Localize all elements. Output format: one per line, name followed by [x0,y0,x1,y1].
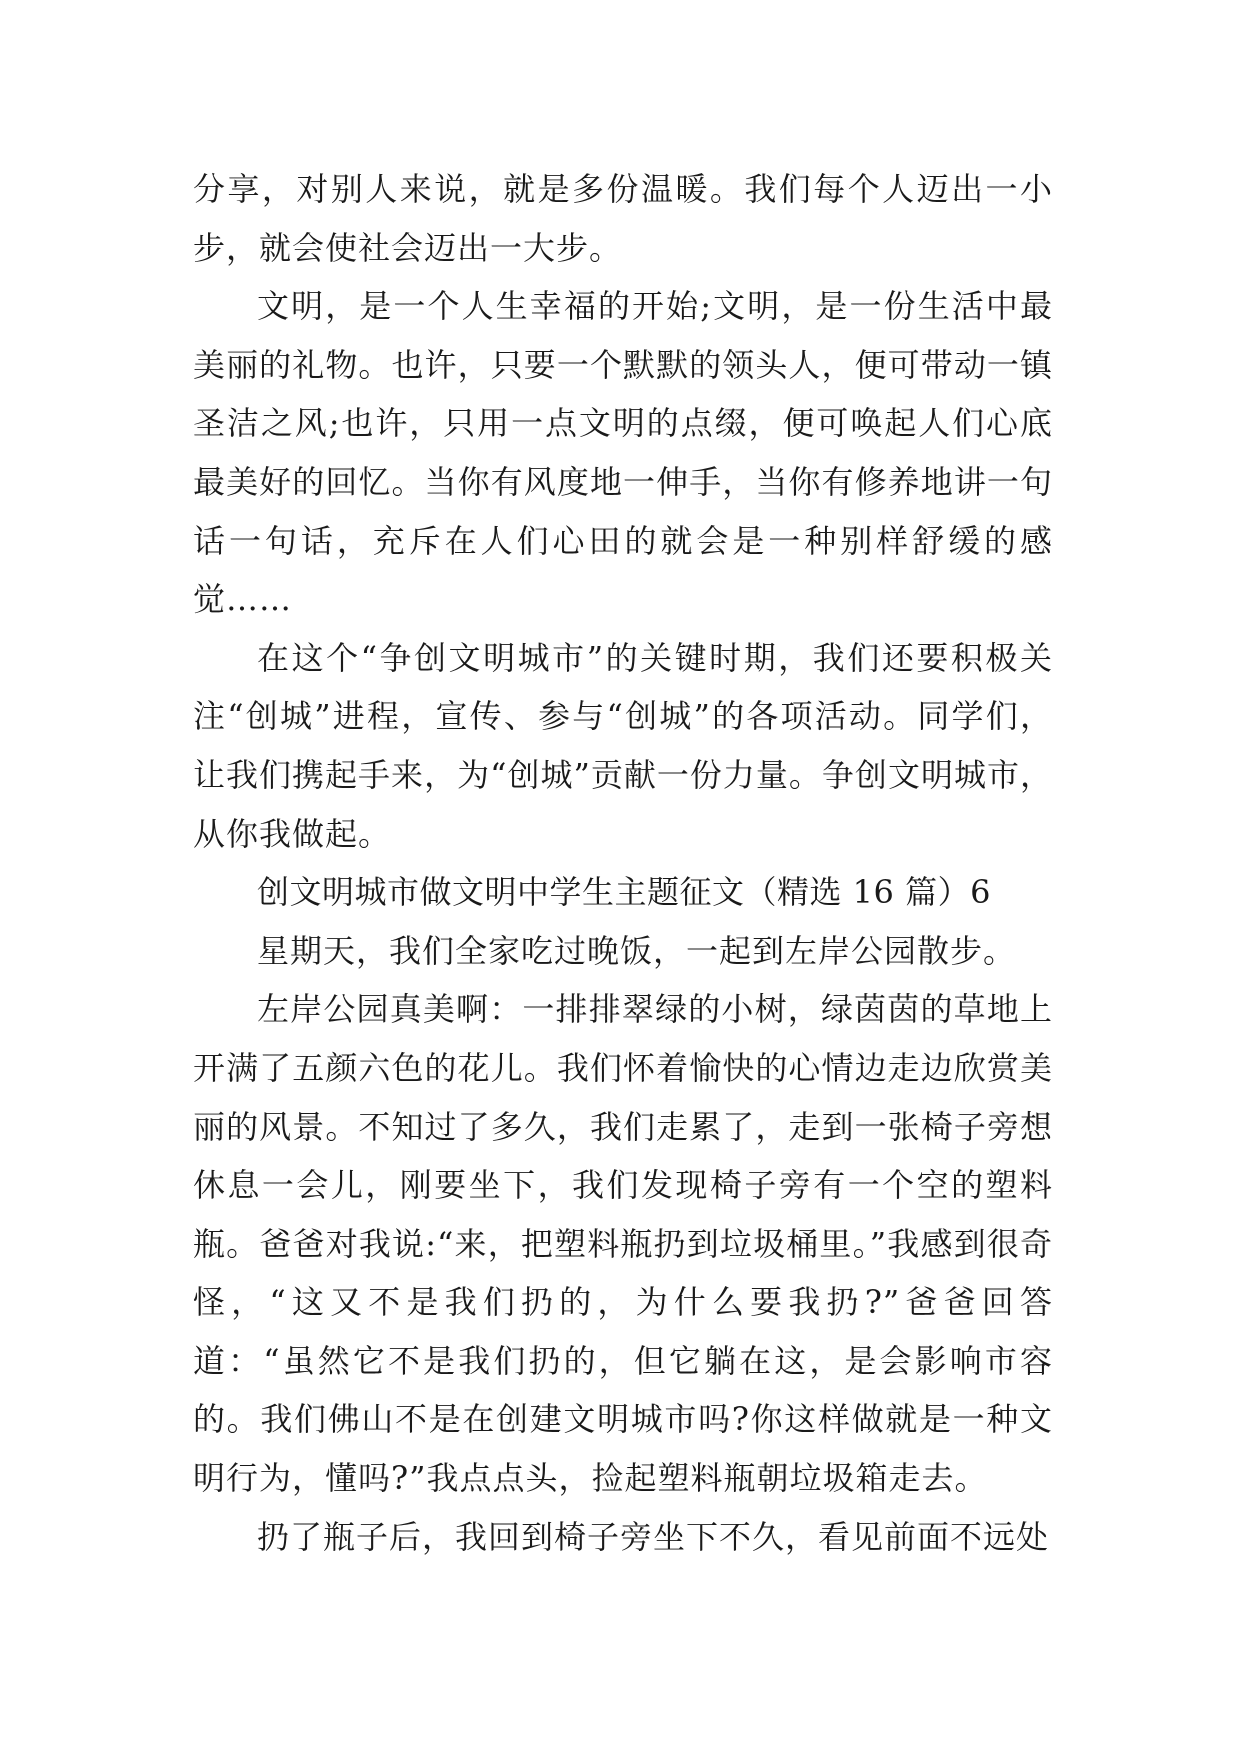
paragraph: 星期天，我们全家吃过晚饭，一起到左岸公园散步。 [257,931,1017,970]
paragraph: 文明，是一个人生幸福的开始;文明，是一份生活中最美丽的礼物。也许，只要一个默默的领头人，便可带动一镇圣洁之风;也许，只用一点文明的点缀，便可唤起人们心底最美好的回忆。当你有风度地一伸手，当你有修养地讲一句话一句话，充斥在人们心田的就会是一种别样舒缓的感觉…… [193,287,1053,619]
paragraph: 左岸公园真美啊：一排排翠绿的小树，绿茵茵的草地上开满了五颜六色的花儿。我们怀着愉快的心情边走边欣赏美丽的风景。不知过了多久，我们走累了，走到一张椅子旁想休息一会儿，刚要坐下，我们发现椅子旁有一个空的塑料瓶。爸爸对我说:“来，把塑料瓶扔到垃圾桶里。”我感到很奇怪，“这又不是我们扔的，为什么要我扔?”爸爸回答道：“虽然它不是我们扔的，但它躺在这，是会影响市容的。我们佛山不是在创建文明城市吗?你这样做就是一种文明行为，懂吗?”我点点头，捡起塑料瓶朝垃圾箱走去。 [193,990,1053,1498]
section-heading: 创文明城市做文明中学生主题征文（精选 16 篇）6 [257,873,991,912]
document-body [193,160,1053,1566]
paragraph: 扔了瓶子后，我回到椅子旁坐下不久，看见前面不远处 [257,1517,1050,1556]
paragraph: 在这个“争创文明城市”的关键时期，我们还要积极关注“创城”进程，宣传、参与“创城”的各项活动。同学们，让我们携起手来，为“创城”贡献一份力量。争创文明城市，从你我做起。 [193,638,1053,853]
paragraph: 分享，对别人来说，就是多份温暖。我们每个人迈出一小步，就会使社会迈出一大步。 [193,170,1053,267]
